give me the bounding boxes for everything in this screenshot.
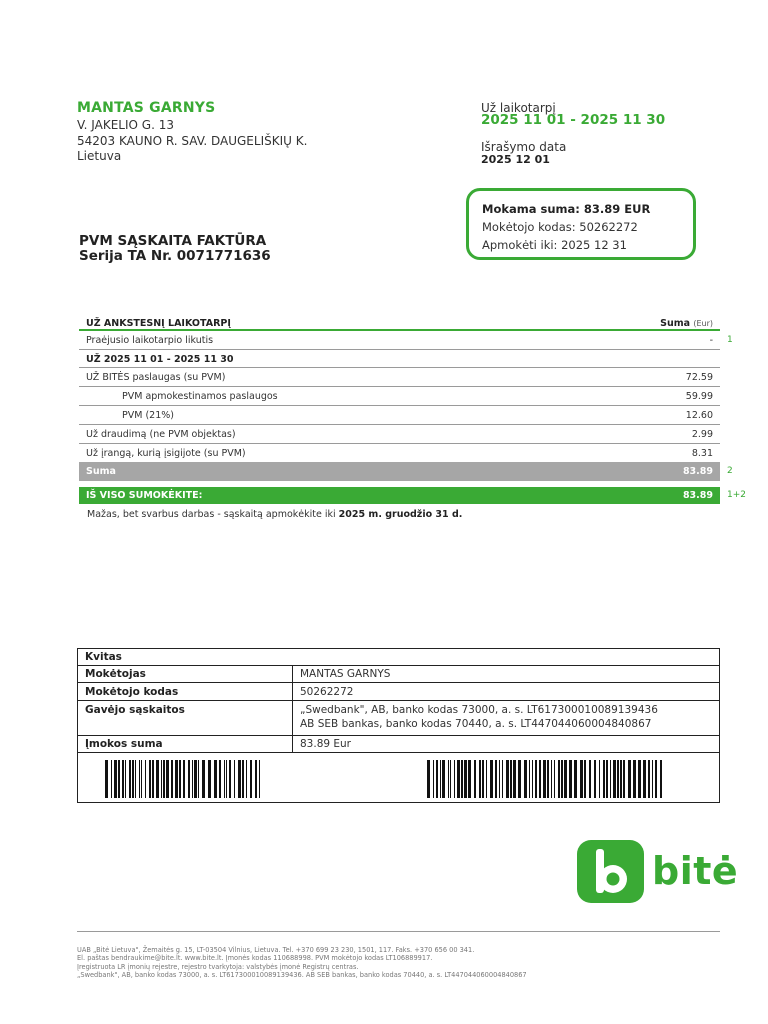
- previous-balance-marker: 1: [727, 335, 733, 345]
- barcode-bar: [436, 760, 438, 798]
- footer-line: Įregistruota LR įmonių rejestre, rejestro tvarkytoja: valstybės įmonė Registrų centras.: [77, 962, 359, 971]
- barcode-bar: [149, 760, 151, 798]
- barcode-bar: [638, 760, 641, 798]
- period-value: 2025 11 01 - 2025 11 30: [481, 112, 666, 128]
- barcode-bar: [461, 760, 463, 798]
- payer-code-value: 50262272: [300, 686, 354, 698]
- barcode-left: [105, 760, 265, 798]
- issue-date-value: 2025 12 01: [481, 153, 550, 166]
- line-value: 2.99: [691, 429, 713, 440]
- barcode-bar: [648, 760, 650, 798]
- receipt-payer-code-row: [78, 683, 719, 701]
- barcode-bar: [499, 760, 500, 798]
- barcode-bar: [547, 760, 549, 798]
- barcode-bar: [450, 760, 451, 798]
- line-label: PVM (21%): [122, 410, 174, 421]
- amount-label: Įmokos suma: [85, 738, 163, 750]
- barcode-bar: [558, 760, 560, 798]
- account-line-2: AB SEB bankas, banko kodas 70440, a. s. LT447044060004840867: [300, 718, 652, 730]
- payment-summary-box: [466, 188, 696, 260]
- barcode-bar: [156, 760, 159, 798]
- invoice-title: PVM SĄSKAITA FAKTŪRA: [79, 233, 267, 249]
- line-label: UŽ BITĖS paslaugas (su PVM): [86, 372, 226, 383]
- barcode-bar: [628, 760, 631, 798]
- footer-line: El. paštas bendraukime@bite.lt. www.bite.lt. Įmonės kodas 110688998. PVM mokėtojo kodas LT106889917.: [77, 954, 433, 963]
- issue-date-label: Išrašymo data: [481, 140, 567, 154]
- barcode-bar: [606, 760, 608, 798]
- barcode-bar: [490, 760, 493, 798]
- previous-balance-label: Praėjusio laikotarpio likutis: [86, 335, 214, 346]
- barcode-bar: [594, 760, 596, 798]
- barcode-bar: [229, 760, 231, 798]
- total-value: 83.89: [682, 490, 713, 501]
- current-period-header: UŽ 2025 11 01 - 2025 11 30: [86, 354, 234, 365]
- barcode-bar: [192, 760, 193, 798]
- barcode-bar: [448, 760, 449, 798]
- barcode-bar: [198, 760, 199, 798]
- amount-header: Suma (Eur): [660, 318, 713, 329]
- footer-line: „Swedbank", AB, banko kodas 73000, a. s. LT617300010089139436. AB SEB bankas, banko kodas 70440, a. s. LT447044060004840867: [77, 970, 527, 979]
- customer-country: Lietuva: [77, 149, 122, 163]
- barcode-bar: [479, 760, 481, 798]
- payment-note: Mažas, bet svarbus darbas - sąskaitą apmokėkite iki 2025 m. gruodžio 31 d.: [87, 509, 463, 520]
- barcode-bar: [468, 760, 471, 798]
- barcode-bar: [259, 760, 260, 798]
- barcode-bar: [510, 760, 512, 798]
- barcode-bar: [561, 760, 563, 798]
- barcode-bar: [135, 760, 136, 798]
- barcode-bar: [506, 760, 509, 798]
- total-row: [79, 487, 720, 504]
- barcode-bar: [532, 760, 533, 798]
- receipt-payer-row: [78, 666, 719, 683]
- amount-value: 83.89 Eur: [300, 738, 352, 750]
- barcode-bar: [633, 760, 636, 798]
- customer-name: MANTAS GARNYS: [77, 100, 216, 116]
- barcode-bar: [246, 760, 247, 798]
- barcode-bar: [589, 760, 591, 798]
- barcode-bar: [623, 760, 625, 798]
- barcode-bar: [208, 760, 211, 798]
- receipt-accounts-row: [78, 701, 719, 736]
- sum-value: 83.89: [682, 466, 713, 477]
- barcode-bar: [183, 760, 185, 798]
- barcode-bar: [554, 760, 555, 798]
- barcode-bar: [564, 760, 567, 798]
- footer-line: UAB „Bitė Lietuva", Žemaitės g. 15, LT-03504 Vilnius, Lietuva. Tel. +370 699 23 230, 1501, 117. Faks. +370 656 00 341.: [77, 946, 475, 954]
- barcode-bar: [643, 760, 646, 798]
- barcode-bar: [214, 760, 217, 798]
- barcode-bar: [603, 760, 605, 798]
- summary-line-row: [79, 444, 720, 463]
- line-label: PVM apmokestinamos paslaugos: [122, 391, 278, 402]
- period-label: Už laikotarpį: [481, 101, 556, 115]
- total-label: IŠ VISO SUMOKĖKITE:: [86, 490, 203, 501]
- barcode-bar: [202, 760, 205, 798]
- barcode-bar: [129, 760, 131, 798]
- summary-line-row: [79, 368, 720, 387]
- previous-balance-value: -: [709, 335, 713, 346]
- barcode-bar: [660, 760, 662, 798]
- barcode-bar: [442, 760, 445, 798]
- barcode-bar: [226, 760, 227, 798]
- barcode-bar: [194, 760, 197, 798]
- barcode-bar: [118, 760, 120, 798]
- amount-due: Mokama suma: 83.89 EUR: [482, 202, 651, 216]
- barcode-bar: [580, 760, 583, 798]
- bite-logo-mark: [577, 840, 644, 903]
- line-label: Už įrangą, kurią įsigijote (su PVM): [86, 448, 246, 459]
- line-label: Už draudimą (ne PVM objektas): [86, 429, 236, 440]
- accounts-label: Gavėjo sąskaitos: [85, 704, 185, 716]
- payer-code-label: Mokėtojo kodas: [85, 686, 179, 698]
- barcode-bar: [219, 760, 221, 798]
- account-line-1: „Swedbank", AB, banko kodas 73000, a. s. LT617300010089139436: [300, 704, 658, 716]
- summary-line-row: [79, 387, 720, 406]
- barcode-bar: [114, 760, 117, 798]
- barcode-bar: [122, 760, 124, 798]
- barcode-bar: [574, 760, 577, 798]
- barcode-bar: [139, 760, 140, 798]
- previous-balance-row: [79, 331, 720, 350]
- payer-label: Mokėtojas: [85, 668, 146, 680]
- barcode-right: [427, 760, 663, 798]
- barcode-bar: [513, 760, 516, 798]
- barcode-bar: [152, 760, 154, 798]
- barcode-bar: [234, 760, 235, 798]
- barcode-bar: [111, 760, 112, 798]
- barcode-bar: [427, 760, 430, 798]
- line-value: 12.60: [685, 410, 713, 421]
- barcode-bar: [539, 760, 541, 798]
- payer-value: MANTAS GARNYS: [300, 668, 391, 680]
- company-footer: [77, 946, 727, 979]
- invoice-series: Serija TA Nr. 0071771636: [79, 248, 271, 264]
- barcode-bar: [535, 760, 537, 798]
- barcode-bar: [188, 760, 190, 798]
- barcode-bar: [242, 760, 244, 798]
- barcode-bar: [145, 760, 146, 798]
- barcode-bar: [529, 760, 530, 798]
- barcode-bar: [551, 760, 552, 798]
- barcode-bar: [457, 760, 460, 798]
- barcode-bar: [543, 760, 546, 798]
- barcode-bar: [440, 760, 441, 798]
- barcode-bar: [620, 760, 622, 798]
- receipt-title: Kvitas: [85, 651, 122, 663]
- barcode-bar: [495, 760, 497, 798]
- barcode-bar: [655, 760, 657, 798]
- barcode-bar: [617, 760, 619, 798]
- barcode-bar: [250, 760, 252, 798]
- barcode-bar: [474, 760, 476, 798]
- barcode-bar: [171, 760, 173, 798]
- bite-b-icon: [577, 840, 644, 903]
- receipt-amount-row: [78, 736, 719, 753]
- payer-code: Mokėtojo kodas: 50262272: [482, 220, 638, 234]
- barcode-bar: [502, 760, 503, 798]
- barcode-bar: [486, 760, 487, 798]
- barcode-bar: [238, 760, 241, 798]
- sum-row: [79, 462, 720, 481]
- summary-line-row: [79, 406, 720, 425]
- barcode-bar: [518, 760, 521, 798]
- barcode-bar: [166, 760, 169, 798]
- summary-line-row: [79, 425, 720, 444]
- receipt-title-row: [78, 649, 719, 666]
- current-period-header-row: [79, 350, 720, 368]
- barcode-bar: [652, 760, 653, 798]
- line-value: 59.99: [685, 391, 713, 402]
- barcode-bar: [255, 760, 257, 798]
- barcode-bar: [454, 760, 455, 798]
- barcode-bar: [524, 760, 527, 798]
- sum-marker: 2: [727, 466, 733, 476]
- barcode-bar: [599, 760, 600, 798]
- barcode-bar: [161, 760, 162, 798]
- sum-label: Suma: [86, 466, 116, 477]
- barcode-bar: [613, 760, 616, 798]
- barcode-bar: [163, 760, 165, 798]
- line-value: 8.31: [691, 448, 713, 459]
- barcode-bar: [125, 760, 126, 798]
- barcode-bar: [464, 760, 467, 798]
- due-date: Apmokėti iki: 2025 12 31: [482, 238, 627, 252]
- barcode-bar: [569, 760, 572, 798]
- barcode-bar: [482, 760, 484, 798]
- barcode-bar: [224, 760, 225, 798]
- barcode-bar: [584, 760, 586, 798]
- line-value: 72.59: [685, 372, 713, 383]
- summary-header-row: [79, 316, 720, 331]
- barcode-bar: [105, 760, 108, 798]
- customer-address-line1: V. JAKELIO G. 13: [77, 118, 174, 132]
- barcode-bar: [179, 760, 181, 798]
- barcode-bar: [141, 760, 142, 798]
- barcode-bar: [132, 760, 134, 798]
- previous-period-header: UŽ ANKSTESNĮ LAIKOTARPĮ: [86, 318, 231, 329]
- customer-address-line2: 54203 KAUNO R. SAV. DAUGELIŠKIŲ K.: [77, 134, 308, 148]
- barcode-bar: [175, 760, 178, 798]
- total-marker: 1+2: [727, 490, 746, 500]
- bite-logo-text: bitė: [652, 849, 739, 893]
- footer-divider: [77, 931, 720, 932]
- barcode-bar: [610, 760, 611, 798]
- barcode-bar: [433, 760, 434, 798]
